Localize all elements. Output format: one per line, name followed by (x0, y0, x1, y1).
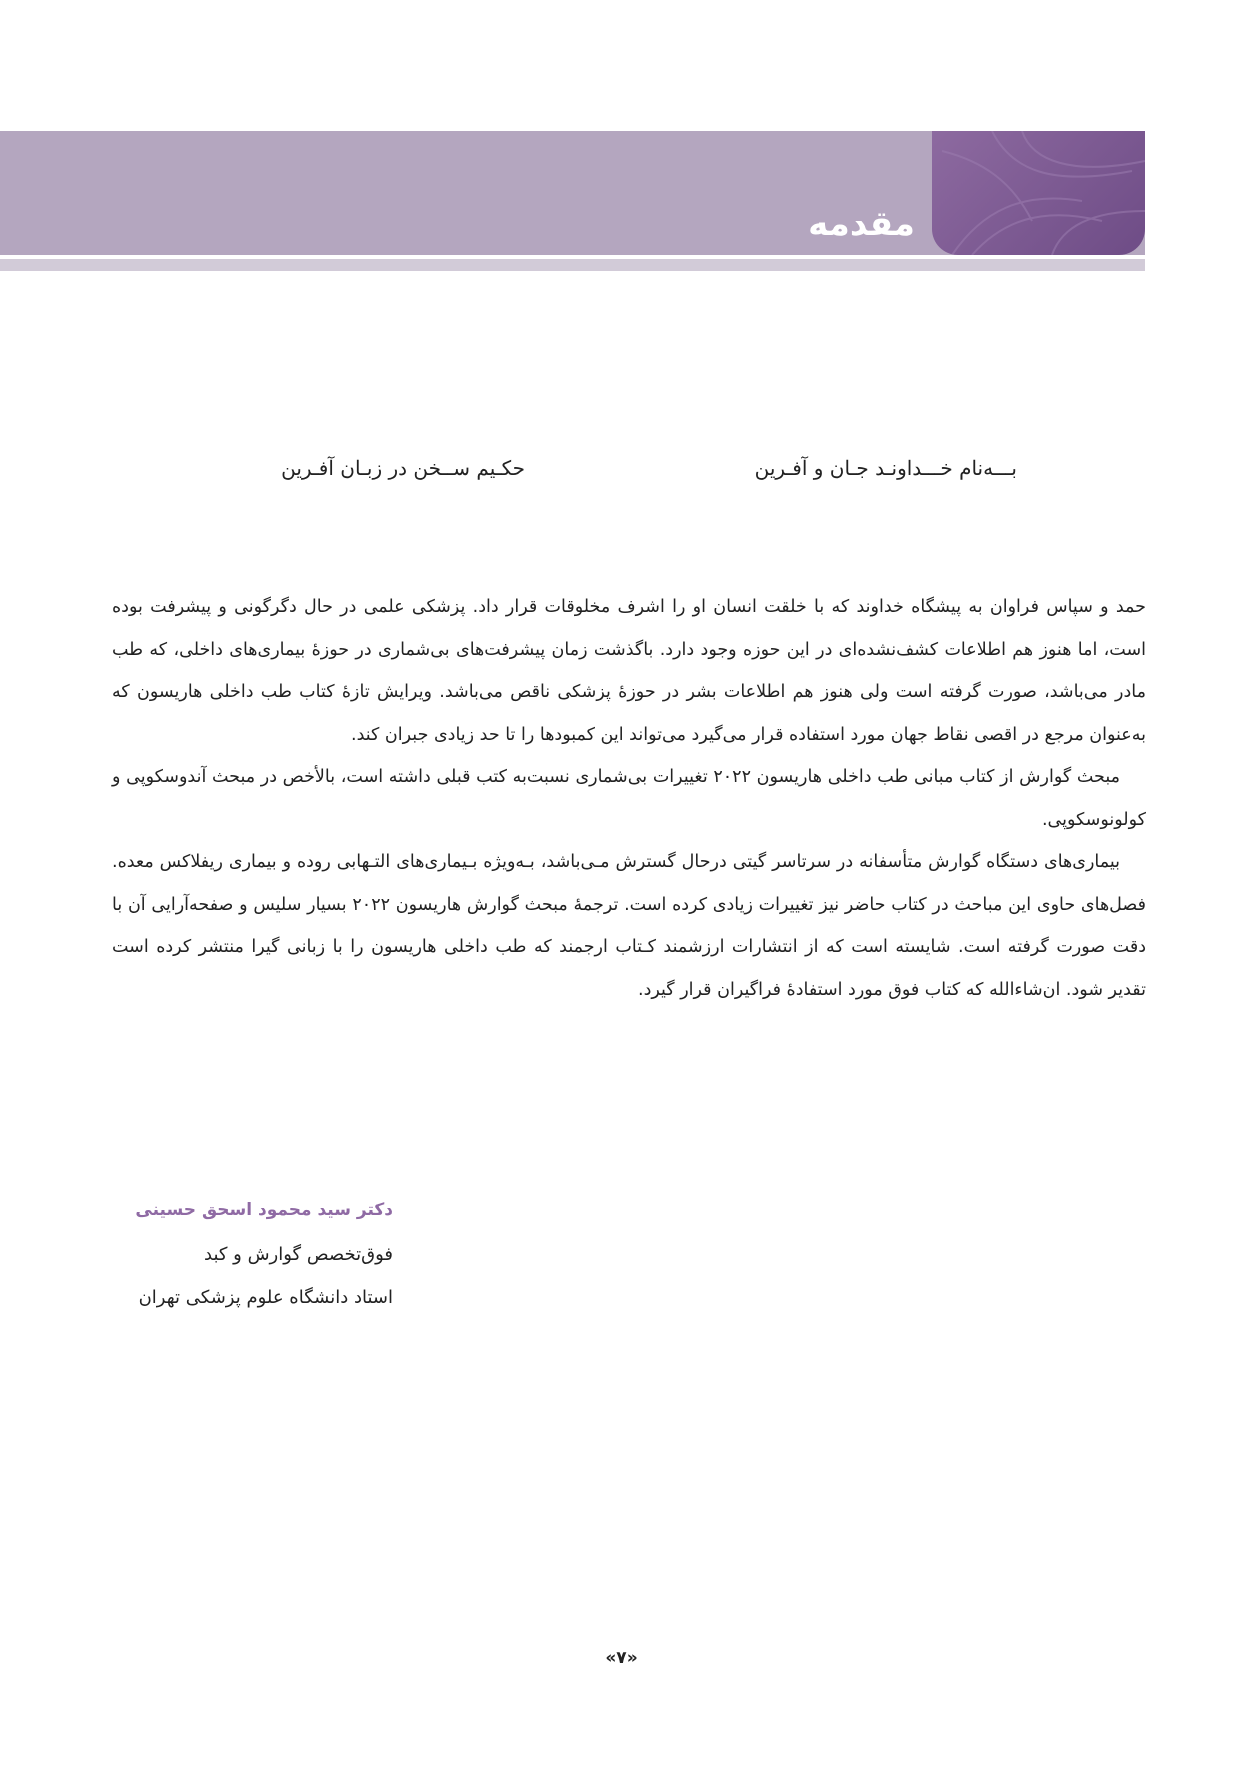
preface-body (112, 586, 1146, 1011)
page-number: «۷» (605, 1648, 638, 1668)
preface-paragraph: بیماری‌های دستگاه گوارش متأسفانه در سرتاسر گیتی درحال گسترش مـی‌باشد، بـه‌ویژه بـیماری‌های التـهابی روده و بیماری ریفلاکس معده. فصل‌های حاوی این مباحث در کتاب حاضر نیز تغییرات زیادی کرده است. ترجمهٔ مبحث گوارش هاریسون ۲۰۲۲ بسیار سلیس و صفحه‌آرایی آن با دقت صورت گرفته است. شایسته است که از انتشارات ارزشمند کـتاب ارجمند که طب داخلی هاریسون را با زبانی گیرا منتشر کرده است تقدیر شود. ان‌شاءالله که کتاب فوق مورد استفادهٔ فراگیران قرار گیرد. (112, 852, 1146, 1000)
decorative-swirl-icon (932, 131, 1145, 255)
preface-paragraph: حمد و سپاس فراوان به پیشگاه خداوند که با خلقت انسان او را اشرف مخلوقات قرار داد. پزشکی علمی در حال دگرگونی و پیشرفت بوده است، اما هنوز هم اطلاعات کشف‌نشده‌ای در این حوزه وجود دارد. باگذشت زمان پیشرفت‌های بی‌شماری در حوزهٔ بیماری‌های داخلی، که طب مادر می‌باشد، صورت گرفته است ولی هنوز هم اطلاعات بشر در حوزهٔ پزشکی ناقص می‌باشد. ویرایش تازهٔ کتاب طب داخلی هاریسون که به‌عنوان مرجع در اقصی نقاط جهان مورد استفاده قرار می‌گیرد می‌تواند این کمبودها را تا حد زیادی جبران کند. (112, 597, 1146, 745)
opening-verse-right: بـــه‌نام خـــداونـد جـان و آفـرین (754, 456, 1017, 480)
chapter-title-tab (932, 131, 1145, 255)
author-title: فوق‌تخصص گوارش و کبد (204, 1244, 393, 1265)
author-affiliation: استاد دانشگاه علوم پزشکی تهران (138, 1287, 393, 1308)
header-underline-strip (0, 259, 1145, 271)
preface-paragraph: مبحث گوارش از کتاب مبانی طب داخلی هاریسون ۲۰۲۲ تغییرات بی‌شماری نسبت‌به کتب قبلی داشته است، بالأخص در مبحث آندوسکوپی و کولونوسکوپی. (112, 767, 1146, 830)
chapter-title: مقدمه (808, 204, 915, 244)
author-name: دکتر سید محمود اسحق حسینی (135, 1200, 393, 1220)
opening-verse-left: حکـیم ســخن در زبـان آفـرین (281, 456, 525, 480)
